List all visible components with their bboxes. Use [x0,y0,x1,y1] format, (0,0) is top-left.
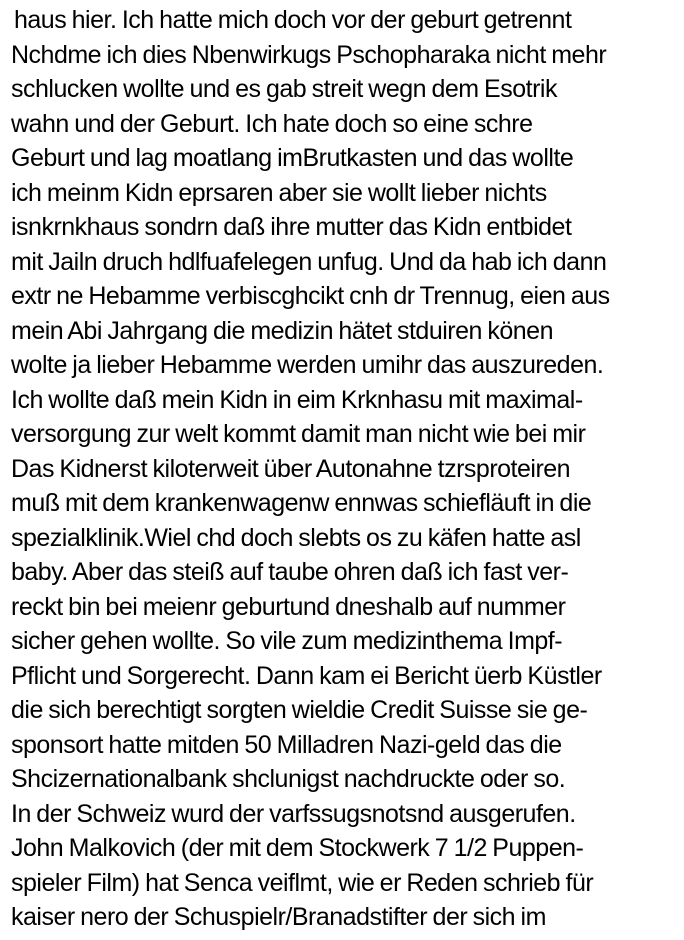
text-line: wolte ja lieber Hebamme werden umihr das auszureden. [11,351,604,379]
text-line: haus hier. Ich hatte mich doch vor der geburt getrennt [14,6,572,34]
text-line: Das Kidnerst kiloterweit über Autonahne tzrsproteiren [11,454,571,483]
text-line: die sich berechtigt sorgten wieldie Credit Suisse sie ge- [11,696,588,724]
text-line: spieler Film) hat Senca veiflmt, wie er Reden schrieb für [11,868,594,897]
text-line: schlucken wollte und es gab streit wegn dem Esotrik [11,75,557,103]
text-line: sicher gehen wollte. So vile zum medizinthema Impf- [11,627,563,655]
text-line: mein Abi Jahrgang die medizin hätet stduiren könen [11,316,553,345]
text-line: versorgung zur welt kommt damit man nicht wie bei mir [11,420,586,448]
text-line: ich meinm Kidn eprsaren aber sie wollt lieber nichts [11,178,547,207]
text-line: kaiser nero der Schuspielr/Branadstifter der sich im [11,903,546,931]
text-line: muß mit dem krankenwagenw ennwas schiefläuft in die [11,489,592,517]
text-line: Geburt und lag moatlang imBrutkasten und das wollte [11,144,574,172]
text-line: Ich wollte daß mein Kidn in eim Krknhasu mit maximal- [11,385,583,414]
text-line: Shcizernationalbank shclunigst nachdruckte oder so. [11,765,566,793]
text-line: reckt bin bei meienr geburtund dneshalb auf nummer [11,592,566,621]
text-line: mit Jailn druch hdlfuafelegen unfug. Und da hab ich dann [11,247,607,276]
text-line: isnkrnkhaus sondrn daß ihre mutter das Kidn entbidet [11,213,572,241]
body-text [11,3,681,935]
text-line: extr ne Hebamme verbiscghcikt cnh dr Trennug, eien aus [11,282,610,310]
text-line: Nchdme ich dies Nbenwirkugs Pschopharaka nicht mehr [11,40,607,69]
text-line: wahn und der Geburt. Ich hate doch so eine schre [11,109,533,138]
text-line: baby. Aber das steiß auf taube ohren daß ich fast ver- [11,558,569,586]
text-line: In der Schweiz wurd der varfssugsnotsnd ausgerufen. [11,799,576,828]
text-line: spezialklinik.Wiel chd doch slebts os zu käfen hatte asl [11,523,581,552]
text-line: John Malkovich (der mit dem Stockwerk 7 1/2 Puppen- [11,834,584,862]
text-line: sponsort hatte mitden 50 Milladren Nazi-geld das die [11,730,562,759]
text-line: Pflicht und Sorgerecht. Dann kam ei Bericht üerb Küstler [11,661,602,690]
